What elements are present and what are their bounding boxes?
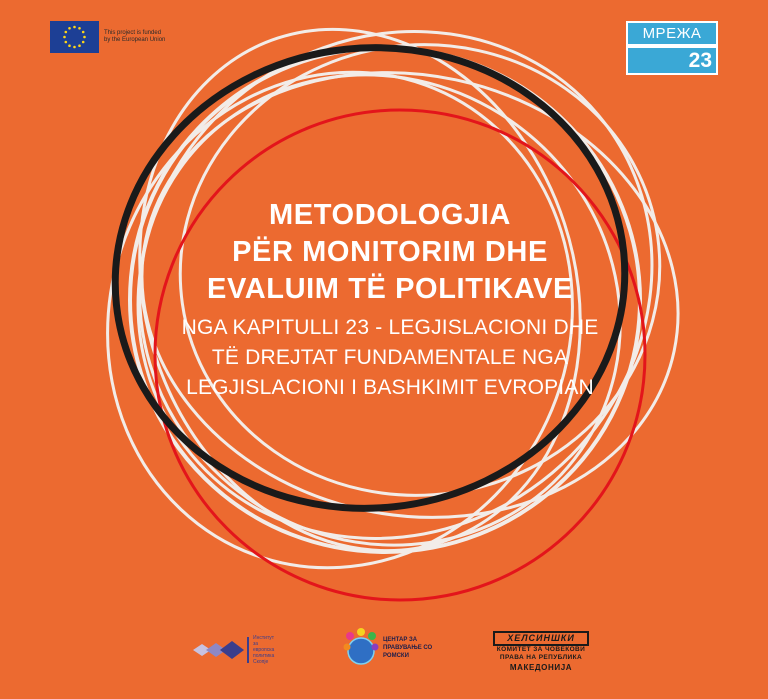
institute-logo-icon: [190, 635, 250, 665]
title-line: METODOLOGJIA: [269, 199, 511, 231]
document-subtitle: [150, 313, 630, 403]
institute-logo-text: европска: [253, 647, 275, 653]
helsinki-committee-logo-text: ПРАВА НА РЕПУБЛИКА: [499, 654, 583, 661]
roma-centre-logo-icon: [340, 627, 382, 669]
eu-text-line: This project is funded: [104, 29, 162, 36]
eu-funding-badge: [50, 21, 174, 53]
roma-centre-logo: [340, 627, 443, 669]
document-title: [150, 197, 630, 308]
helsinki-committee-logo-name: ХЕЛСИНШКИ: [493, 631, 589, 646]
helsinki-committee-logo-text: МАКЕДОНИЈА: [509, 663, 573, 672]
subtitle-line: LEGJISLACIONI I BASHKIMIT EVROPIAN: [186, 376, 594, 399]
title-line: EVALUIM TË POLITIKAVE: [207, 273, 573, 305]
institute-logo-text: Институт: [253, 635, 275, 641]
network-23-logo: [626, 21, 718, 75]
helsinki-committee-logo-text: КОМИТЕТ ЗА ЧОВЕКОВИ: [496, 646, 586, 653]
subtitle-line: NGA KAPITULLI 23 - LEGJISLACIONI DHE: [181, 316, 599, 339]
eu-text-line: by the European Union: [104, 37, 166, 43]
roma-centre-logo-text: РОМСКИ: [383, 653, 409, 659]
institute-logo-text: за: [253, 641, 259, 647]
network-logo-name: МРЕЖА: [628, 23, 716, 44]
roma-centre-logo-text: ПРАВУВАЊЕ СО: [383, 645, 433, 651]
title-line: PËR MONITORIM DHE: [232, 236, 548, 268]
institute-logo-text: политика: [253, 653, 275, 659]
institute-logo: [190, 635, 289, 665]
helsinki-committee-logo: [493, 631, 589, 673]
network-logo-number: 23: [628, 48, 716, 73]
subtitle-line: TË DREJTAT FUNDAMENTALE NGA: [211, 346, 569, 369]
eu-flag-icon: [50, 21, 99, 53]
institute-logo-text: Скопје: [253, 659, 269, 665]
roma-centre-logo-text: ЦЕНТАР ЗА: [383, 637, 418, 643]
